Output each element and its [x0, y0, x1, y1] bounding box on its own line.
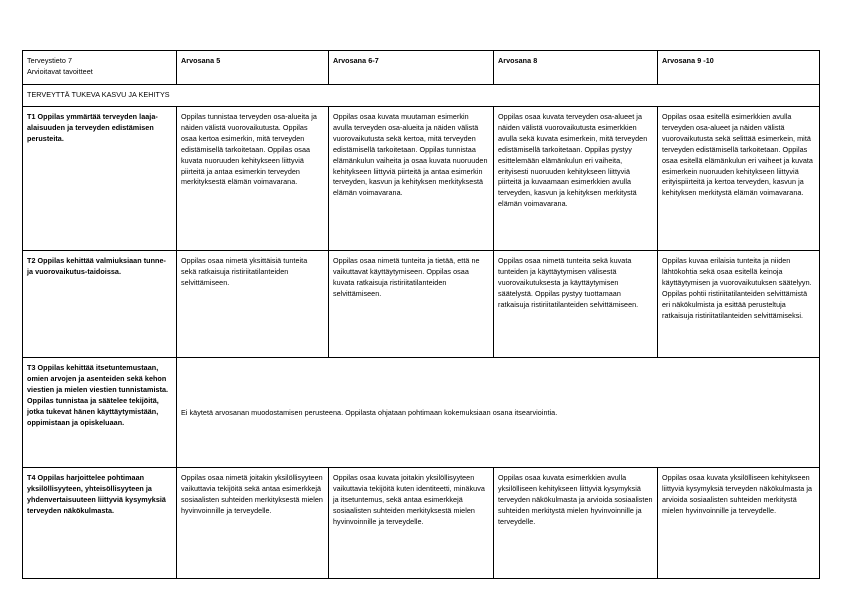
table-row — [23, 251, 820, 358]
grade-9-10-cell: Oppilas osaa kuvata yksilölliseen kehitykseen liittyviä kysymyksiä terveyden näkökulmasta ja arvioida sosiaalisten suhteiden merkitystä mielen hyvinvoinnille ja terveydelle. — [658, 468, 820, 579]
goal-cell: T3 Oppilas kehittää itsetuntemustaan, omien arvojen ja asenteiden sekä kehon viestien ja mielen viestien tunnistamista. Oppilas tunnistaa ja säätelee tekijöitä, jotka tukevat hänen käyttäytymistään, oppimistaan ja opiskeluaan. — [23, 358, 177, 468]
grade-5-cell: Oppilas osaa nimetä yksittäisiä tunteita sekä ratkaisuja ristiriitatilanteiden selvittämiseen. — [177, 251, 329, 358]
section-title: TERVEYTTÄ TUKEVA KASVU JA KEHITYS — [23, 85, 820, 107]
grade-6-7-cell: Oppilas osaa nimetä tunteita ja tietää, että ne vaikuttavat käyttäytymiseen. Oppilas osaa kuvata ratkaisuja ristiriitatilanteiden selvittämiseen. — [329, 251, 494, 358]
goal-cell: T2 Oppilas kehittää valmiuksiaan tunne- ja vuorovaikutus-taidoissa. — [23, 251, 177, 358]
header-grade-5: Arvosana 5 — [177, 51, 329, 85]
goal-cell: T1 Oppilas ymmärtää terveyden laaja-alaisuuden ja terveyden edistämisen perusteita. — [23, 107, 177, 251]
header-grade-8: Arvosana 8 — [494, 51, 658, 85]
grade-9-10-cell: Oppilas kuvaa erilaisia tunteita ja niiden lähtökohtia sekä osaa esitellä keinoja käyttäytymisen ja vuorovaikutuksen säätelyyn. Oppilas pohtii ristiriitatilanteiden selvittämistä eri näkökulmista ja esittää perusteltuja ratkaisuja ristiriitatilanteiden selvittämiseksi. — [658, 251, 820, 358]
header-subject-cell — [23, 51, 177, 85]
goal-cell: T4 Oppilas harjoittelee pohtimaan yksilöllisyyteen, yhteisöllisyyteen ja yhdenvertaisuuteen liittyviä kysymyksiä terveyden näkökulmasta. — [23, 468, 177, 579]
header-grade-9-10: Arvosana 9 -10 — [658, 51, 820, 85]
grade-6-7-cell: Oppilas osaa kuvata muutaman esimerkin avulla terveyden osa-alueita ja näiden välistä vuorovaikutusta sekä kertoa, mitä terveyden edistämisellä tarkoitetaan. Oppilas tunnistaa elämänkulun vaiheita ja osaa kuvata nuoruuden kehitykseen liittyviä piirteitä ja antaa esimerkin terveyden, kasvun ja kehityksen merkityksestä elämän voimavarana. — [329, 107, 494, 251]
grade-5-cell: Oppilas tunnistaa terveyden osa-alueita ja näiden välistä vuorovaikutusta. Oppilas osaa kertoa esimerkin, mitä terveyden edistämisellä tarkoitetaan. Oppilas osaa kuvata nuoruuden kehitykseen liittyviä piirteitä ja antaa esimerkin terveyden merkityksestä elämän voimavarana. — [177, 107, 329, 251]
grade-6-7-cell: Oppilas osaa kuvata joitakin yksilöllisyyteen vaikuttavia tekijöitä kuten identiteetti, minäkuva ja itsetuntemus, sekä antaa esimerkkejä sosiaalisten suhteiden merkityksestä mielen hyvinvoinnille ja terveydelle. — [329, 468, 494, 579]
section-row — [23, 85, 820, 107]
grade-5-cell: Oppilas osaa nimetä joitakin yksilöllisyyteen vaikuttavia tekijöitä sekä antaa esimerkkejä sosiaalisten suhteiden merkityksestä mielen hyvinvoinnille ja terveydelle. — [177, 468, 329, 579]
assessment-table — [22, 50, 820, 579]
table-row — [23, 107, 820, 251]
grade-8-cell: Oppilas osaa kuvata esimerkkien avulla yksilölliseen kehitykseen liittyviä kysymyksiä terveyden näkökulmasta ja arvioida sosiaalisten suhteiden merkitystä mielen hyvinvoinnille ja terveydelle. — [494, 468, 658, 579]
subject-subtitle: Arvioitavat tavoitteet — [27, 66, 93, 76]
grade-9-10-cell: Oppilas osaa esitellä esimerkkien avulla terveyden osa-alueet ja näiden välistä vuorovaikutusta sekä selittää esimerkein, mitä terveyden edistämisellä tarkoitetaan. Oppilas osaa esitellä elämänkulun eri vaiheet ja kuvata esimerkein nuoruuden kehitykseen liittyviä erityispiirteitä ja kertoa terveyden, kasvun ja kehityksen merkitystä elämän voimavarana. — [658, 107, 820, 251]
grade-8-cell: Oppilas osaa nimetä tunteita sekä kuvata tunteiden ja käyttäytymisen välisestä vuorovaikutuksesta ja käyttäytymisen säätelystä. Oppilas pystyy tuottamaan ratkaisuja ristiriitatilanteiden selvittämiseen. — [494, 251, 658, 358]
header-row — [23, 51, 820, 85]
header-grade-6-7: Arvosana 6-7 — [329, 51, 494, 85]
subject-title: Terveystieto 7 — [27, 56, 73, 65]
no-grade-note: Ei käytetä arvosanan muodostamisen perusteena. Oppilasta ohjataan pohtimaan kokemuksiaan osana itsearviointia. — [177, 358, 820, 468]
table-row — [23, 358, 820, 468]
table-row — [23, 468, 820, 579]
grade-8-cell: Oppilas osaa kuvata terveyden osa-alueet ja näiden välistä vuorovaikutusta esimerkkien avulla sekä kuvata esimerkein, mitä terveyden edistämisellä tarkoitetaan. Oppilas pystyy esittelemään elämänkulun eri vaiheita, erityisesti nuoruuden kehitykseen liittyviä piirteitä ja kuvaamaan esimerkkien avulla terveyden, kasvun ja kehityksen merkitystä elämän voimavarana. — [494, 107, 658, 251]
